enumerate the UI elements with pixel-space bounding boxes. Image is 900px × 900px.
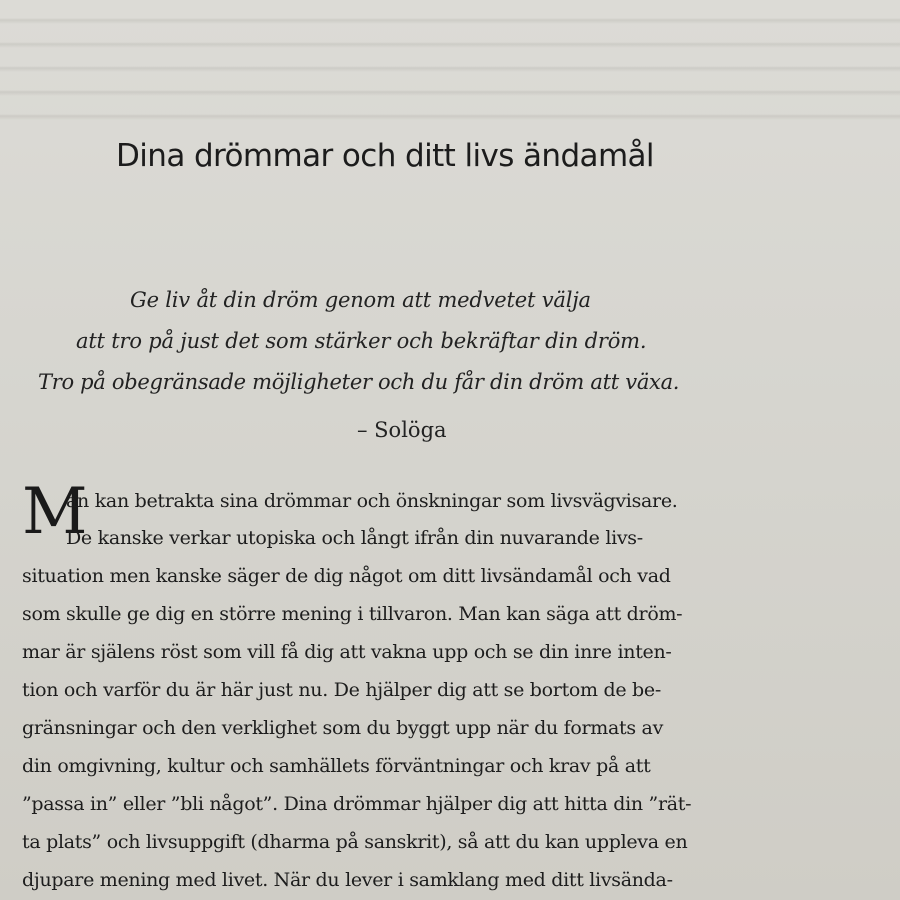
body-line: tion och varför du är här just nu. De hjälper dig att se bortom de be- [22, 679, 661, 701]
epigraph-line: Ge liv åt din dröm genom att medvetet välja [130, 288, 591, 312]
bleed-through-text [0, 0, 900, 135]
epigraph-line: att tro på just det som stärker och bekräftar din dröm. [76, 329, 647, 353]
body-line: gränsningar och den verklighet som du byggt upp när du formats av [22, 717, 664, 739]
drop-cap: M [22, 475, 88, 549]
body-line: som skulle ge dig en större mening i tillvaron. Man kan säga att dröm- [22, 603, 683, 625]
chapter-heading: Dina drömmar och ditt livs ändamål [116, 138, 654, 174]
body-line: din omgivning, kultur och samhällets förväntningar och krav på att [22, 755, 651, 777]
body-line: ”passa in” eller ”bli något”. Dina drömmar hjälper dig att hitta din ”rät- [22, 793, 692, 815]
body-line: ta plats” och livsuppgift (dharma på sanskrit), så att du kan uppleva en [22, 831, 688, 853]
body-line: situation men kanske säger de dig något om ditt livsändamål och vad [22, 565, 671, 587]
body-line: De kanske verkar utopiska och långt ifrån din nuvarande livs- [66, 527, 643, 549]
epigraph-attribution: – Solöga [357, 418, 447, 442]
epigraph-line: Tro på obegränsade möjligheter och du får din dröm att växa. [38, 370, 680, 394]
body-line: mar är själens röst som vill få dig att vakna upp och se din inre inten- [22, 641, 672, 663]
body-line: an kan betrakta sina drömmar och önskningar som livsvägvisare. [66, 490, 678, 512]
body-line: djupare mening med livet. När du lever i samklang med ditt livsända- [22, 869, 673, 891]
